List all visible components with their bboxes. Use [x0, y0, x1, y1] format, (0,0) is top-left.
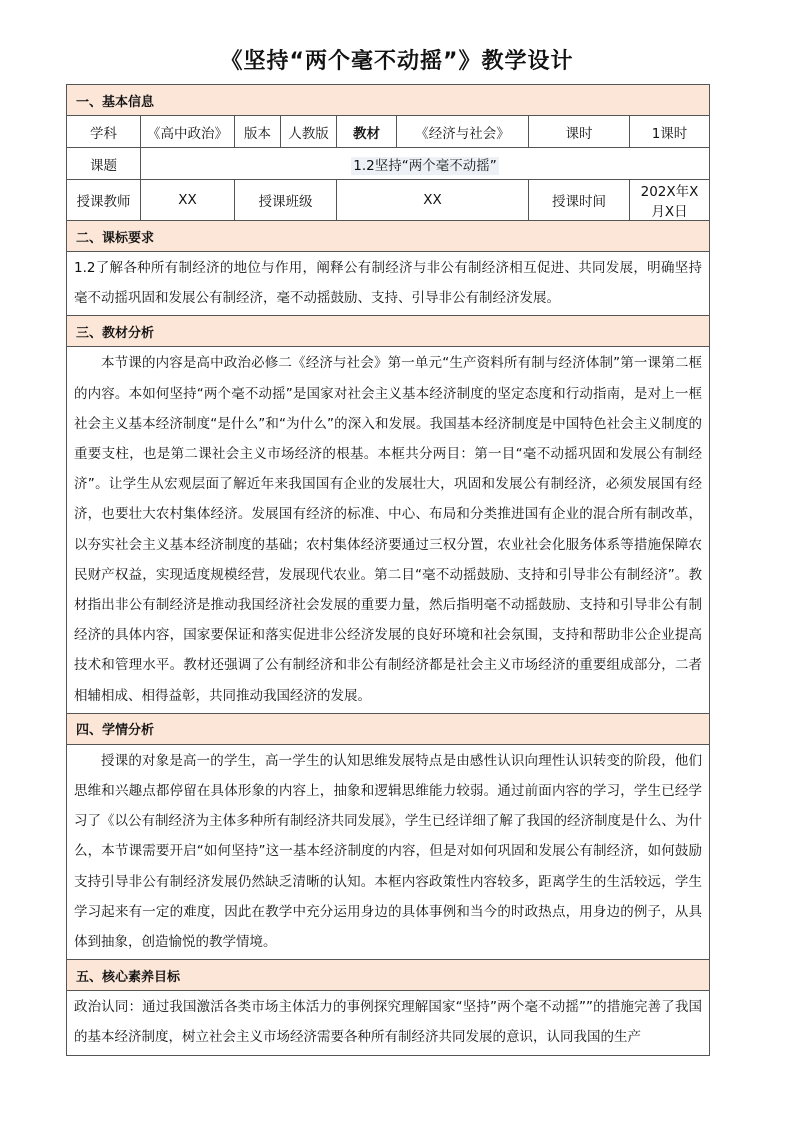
info-row-1	[67, 116, 710, 148]
textbook-label: 教材	[337, 116, 397, 148]
teacher-value: XX	[141, 180, 235, 221]
section-header-textbook-analysis	[67, 316, 710, 347]
textbook-analysis-row	[67, 347, 710, 713]
core-literacy-cell	[67, 991, 710, 1055]
page-title: 《坚持“两个毫不动摇”》教学设计	[220, 49, 574, 74]
class-value: XX	[337, 180, 529, 221]
standards-row	[67, 252, 710, 316]
section-title: 二、课标要求	[67, 221, 710, 252]
time-value: 202X年X月X日	[630, 180, 710, 221]
topic-value: 1.2坚持“两个毫不动摇”	[353, 157, 497, 174]
edition-value: 人教版	[281, 116, 337, 148]
section-title: 四、学情分析	[67, 713, 710, 744]
topic-cell	[141, 148, 710, 180]
standards-text: 1.2了解各种所有制经济的地位与作用，阐释公有制经济与非公有制经济相互促进、共同发展，明确坚持毫不动摇巩固和发展公有制经济，毫不动摇鼓励、支持、引导非公有制经济发展。	[74, 260, 703, 307]
standards-cell	[67, 252, 710, 316]
section-header-basic-info	[67, 85, 710, 116]
core-literacy-row	[67, 991, 710, 1055]
teacher-label: 授课教师	[67, 180, 141, 221]
section-title: 五、核心素养目标	[67, 960, 710, 991]
textbook-value: 《经济与社会》	[397, 116, 529, 148]
textbook-analysis-cell	[67, 347, 710, 713]
core-literacy-text: 政治认同：通过我国激活各类市场主体活力的事例探究理解国家“坚持”两个毫不动摇””的措施完善了我国的基本经济制度，树立社会主义市场经济需要各种所有制经济共同发展的意识，认同我国的生产	[74, 999, 703, 1046]
edition-label: 版本	[235, 116, 281, 148]
info-row-3	[67, 180, 710, 221]
topic-label: 课题	[67, 148, 141, 180]
hours-label: 课时	[529, 116, 630, 148]
section-title: 一、基本信息	[67, 85, 710, 116]
section-header-core-literacy	[67, 960, 710, 991]
class-label: 授课班级	[235, 180, 337, 221]
student-analysis-row	[67, 744, 710, 959]
info-row-2	[67, 148, 710, 180]
subject-label: 学科	[67, 116, 141, 148]
section-header-student-analysis	[67, 713, 710, 744]
lesson-plan-table	[66, 84, 710, 1056]
section-title: 三、教材分析	[67, 316, 710, 347]
student-analysis-cell	[67, 744, 710, 959]
subject-value: 《高中政治》	[141, 116, 235, 148]
hours-value: 1课时	[630, 116, 710, 148]
time-label: 授课时间	[529, 180, 630, 221]
student-analysis-text: 授课的对象是高一的学生，高一学生的认知思维发展特点是由感性认识向理性认识转变的阶段，他们思维和兴趣点都停留在具体形象的内容上，抽象和逻辑思维能力较弱。通过前面内容的学习，学生已经学习了《以公有制经济为主体多种所有制经济共同发展》，学生已经详细了解了我国的经济制度是什么、为什么，本节课需要开启“如何坚持”这一基本经济制度的内容，但是对如何巩固和发展公有制经济，如何鼓励支持引导非公有制经济发展仍然缺乏清晰的认知。本框内容政策性内容较多，距离学生的生活较远，学生学习起来有一定的难度，因此在教学中充分运用身边的具体事例和当今的时政热点，用身边的例子，从具体到抽象，创造愉悦的教学情境。	[74, 752, 703, 951]
textbook-analysis-text: 本节课的内容是高中政治必修二《经济与社会》第一单元“生产资料所有制与经济体制”第一课第二框的内容。本如何坚持“两个毫不动摇”是国家对社会主义基本经济制度的坚定态度和行动指南，是对上一框社会主义基本经济制度“是什么”和“为什么”的深入和发展。我国基本经济制度是中国特色社会主义制度的重要支柱，也是第二课社会主义市场经济的根基。本框共分两目：第一目“毫不动摇巩固和发展公有制经济”。让学生从宏观层面了解近年来我国国有企业的发展壮大，巩固和发展公有制经济，必须发展国有经济，也要壮大农村集体经济。发展国有经济的标准、中心、布局和分类推进国有企业的混合所有制改革，以夯实社会主义基本经济制度的基础；农村集体经济要通过三权分置，农业社会化服务体系等措施保障农民财产权益，实现适度规模经营，发展现代农业。第二目“毫不动摇鼓励、支持和引导非公有制经济”。教材指出非公有制经济是推动我国经济社会发展的重要力量，然后指明毫不动摇鼓励、支持和引导非公有制经济的具体内容，国家要保证和落实促进非公经济发展的良好环境和社会氛围，支持和帮助非公企业提高技术和管理水平。教材还强调了公有制经济和非公有制经济都是社会主义市场经济的重要组成部分，二者相辅相成、相得益彰，共同推动我国经济的发展。	[74, 355, 703, 704]
section-header-standards	[67, 221, 710, 252]
